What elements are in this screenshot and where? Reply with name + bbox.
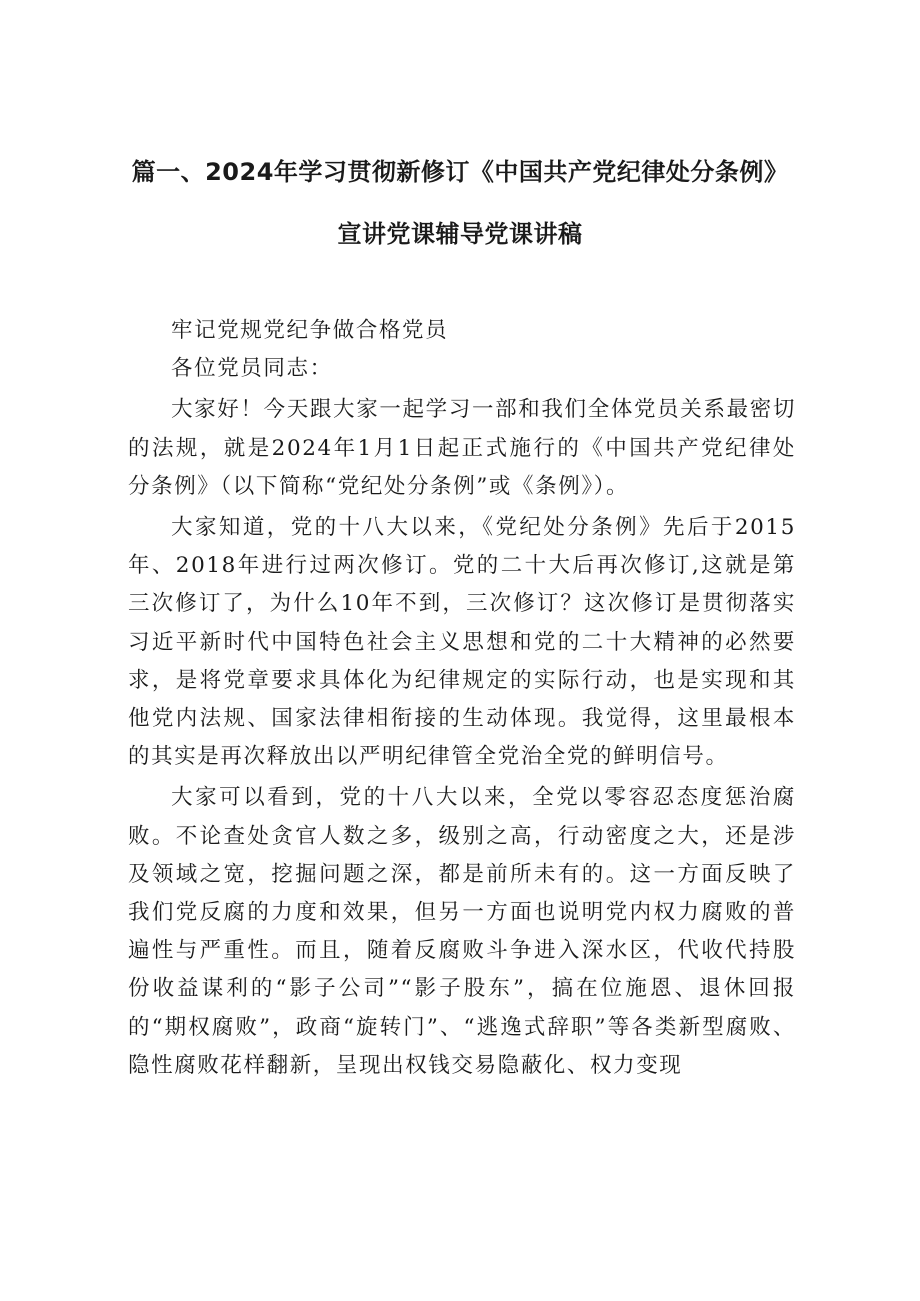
document-body: [128, 312, 796, 1085]
body-paragraph: 大家可以看到，党的十八大以来，全党以零容忍态度惩治腐败。不论查处贪官人数之多，级别之高，行动密度之大，还是涉及领域之宽，挖掘问题之深，都是前所未有的。这一方面反映了我们党反腐的力度和效果，但另一方面也说明党内权力腐败的普遍性与严重性。而且，随着反腐败斗争进入深水区，代收代持股份收益谋利的“影子公司”“影子股东”，搞在位施恩、退休回报的“期权腐败”，政商“旋转门”、“逃逸式辞职”等各类新型腐败、隐性腐败花样翻新，呈现出权钱交易隐蔽化、权力变现: [128, 785, 796, 1078]
body-paragraph: 大家好！今天跟大家一起学习一部和我们全体党员关系最密切的法规，就是2024年1月1日起正式施行的《中国共产党纪律处分条例》（以下简称“党纪处分条例”或《条例》）。: [128, 397, 796, 499]
document-title-line-2: 宣讲党课辅导党课讲稿: [337, 220, 583, 248]
body-paragraph: 大家知道，党的十八大以来，《党纪处分条例》先后于2015年、2018年进行过两次修订。党的二十大后再次修订,这就是第三次修订了，为什么10年不到，三次修订？这次修订是贯彻落实习近平新时代中国特色社会主义思想和党的二十大精神的必然要求，是将党章要求具体化为纪律规定的实际行动，也是实现和其他党内法规、国家法律相衔接的生动体现。我觉得，这里最根本的其实是再次释放出以严明纪律管全党治全党的鲜明信号。: [128, 515, 796, 770]
document-title-line-1: 篇一、2024年学习贯彻新修订《中国共产党纪律处分条例》: [131, 158, 789, 186]
speech-subtitle: 牢记党规党纪争做合格党员: [171, 318, 449, 343]
salutation: 各位党员同志：: [171, 356, 333, 382]
